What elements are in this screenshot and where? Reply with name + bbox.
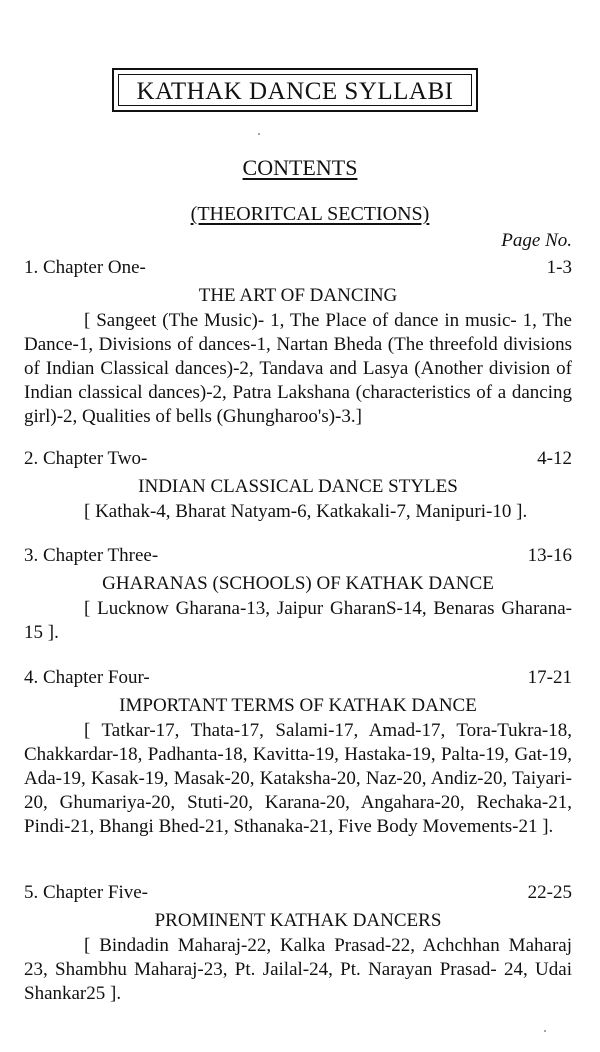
chapter-pages: 13-16: [527, 545, 572, 566]
chapter-entry: [24, 667, 572, 839]
chapter-pages: 1-3: [546, 257, 572, 278]
scan-speck: [258, 133, 260, 135]
chapter-topics: [ Bindadin Maharaj-22, Kalka Prasad-22, Achchhan Maharaj 23, Shambhu Maharaj-23, Pt. Jailal-24, Pt. Narayan Prasad- 24, Udai Shankar25 ].: [24, 935, 572, 1004]
chapter-title: THE ART OF DANCING: [198, 285, 398, 306]
page-number-column-label: Page No.: [501, 230, 572, 251]
chapter-title: IMPORTANT TERMS OF KATHAK DANCE: [119, 695, 477, 716]
chapter-pages: 22-25: [527, 882, 572, 903]
chapter-entry: [24, 257, 572, 429]
chapter-entry: [24, 882, 572, 1006]
chapter-topics: [ Kathak-4, Bharat Natyam-6, Katkakali-7, Manipuri-10 ].: [84, 501, 528, 522]
chapter-pages: 17-21: [527, 667, 572, 688]
chapter-header-row: [24, 882, 572, 908]
chapter-topics: [ Lucknow Gharana-13, Jaipur GharanS-14, Benaras Gharana-15 ].: [24, 598, 572, 643]
chapter-header-row: [24, 545, 572, 571]
chapter-title: GHARANAS (SCHOOLS) OF KATHAK DANCE: [102, 573, 494, 594]
chapter-name: 2. Chapter Two-: [24, 448, 148, 469]
scan-speck: [544, 1030, 546, 1032]
chapter-name: 3. Chapter Three-: [24, 545, 159, 566]
contents-heading: CONTENTS: [242, 155, 358, 180]
chapter-entry: [24, 448, 572, 524]
title-box: [112, 68, 478, 112]
section-heading: (THEORITCAL SECTIONS): [190, 203, 430, 225]
chapter-name: 1. Chapter One-: [24, 257, 146, 278]
chapter-name: 5. Chapter Five-: [24, 882, 149, 903]
chapter-name: 4. Chapter Four-: [24, 667, 150, 688]
document-title: KATHAK DANCE SYLLABI: [136, 78, 454, 105]
chapter-topics: [ Tatkar-17, Thata-17, Salami-17, Amad-17, Tora-Tukra-18, Chakkardar-18, Padhanta-18, Kavitta-19, Hastaka-19, Palta-19, Gat-19, Ada-19, Kasak-19, Masak-20, Kataksha-20, Naz-20, Andiz-20, Taiyari-20, Ghumariya-20, Stuti-20, Karana-20, Angahara-20, Rechaka-21, Pindi-21, Bhangi Bhed-21, Sthanaka-21, Five Body Movements-21 ].: [24, 720, 572, 837]
chapter-title: INDIAN CLASSICAL DANCE STYLES: [138, 476, 458, 497]
chapter-pages: 4-12: [537, 448, 572, 469]
chapter-header-row: [24, 448, 572, 474]
chapter-topics: [ Sangeet (The Music)- 1, The Place of dance in music- 1, The Dance-1, Divisions of dances-1, Nartan Bheda (The threefold divisions of Indian Classical dances)-2, Tandava and Lasya (Another division of Indian classical dances)-2, Patra Lakshana (characteristics of a dancing girl)-2, Qualities of bells (Ghungharoo's)-3.]: [24, 310, 572, 427]
chapter-header-row: [24, 257, 572, 283]
chapter-entry: [24, 545, 572, 645]
chapter-header-row: [24, 667, 572, 693]
chapter-title: PROMINENT KATHAK DANCERS: [154, 910, 442, 931]
